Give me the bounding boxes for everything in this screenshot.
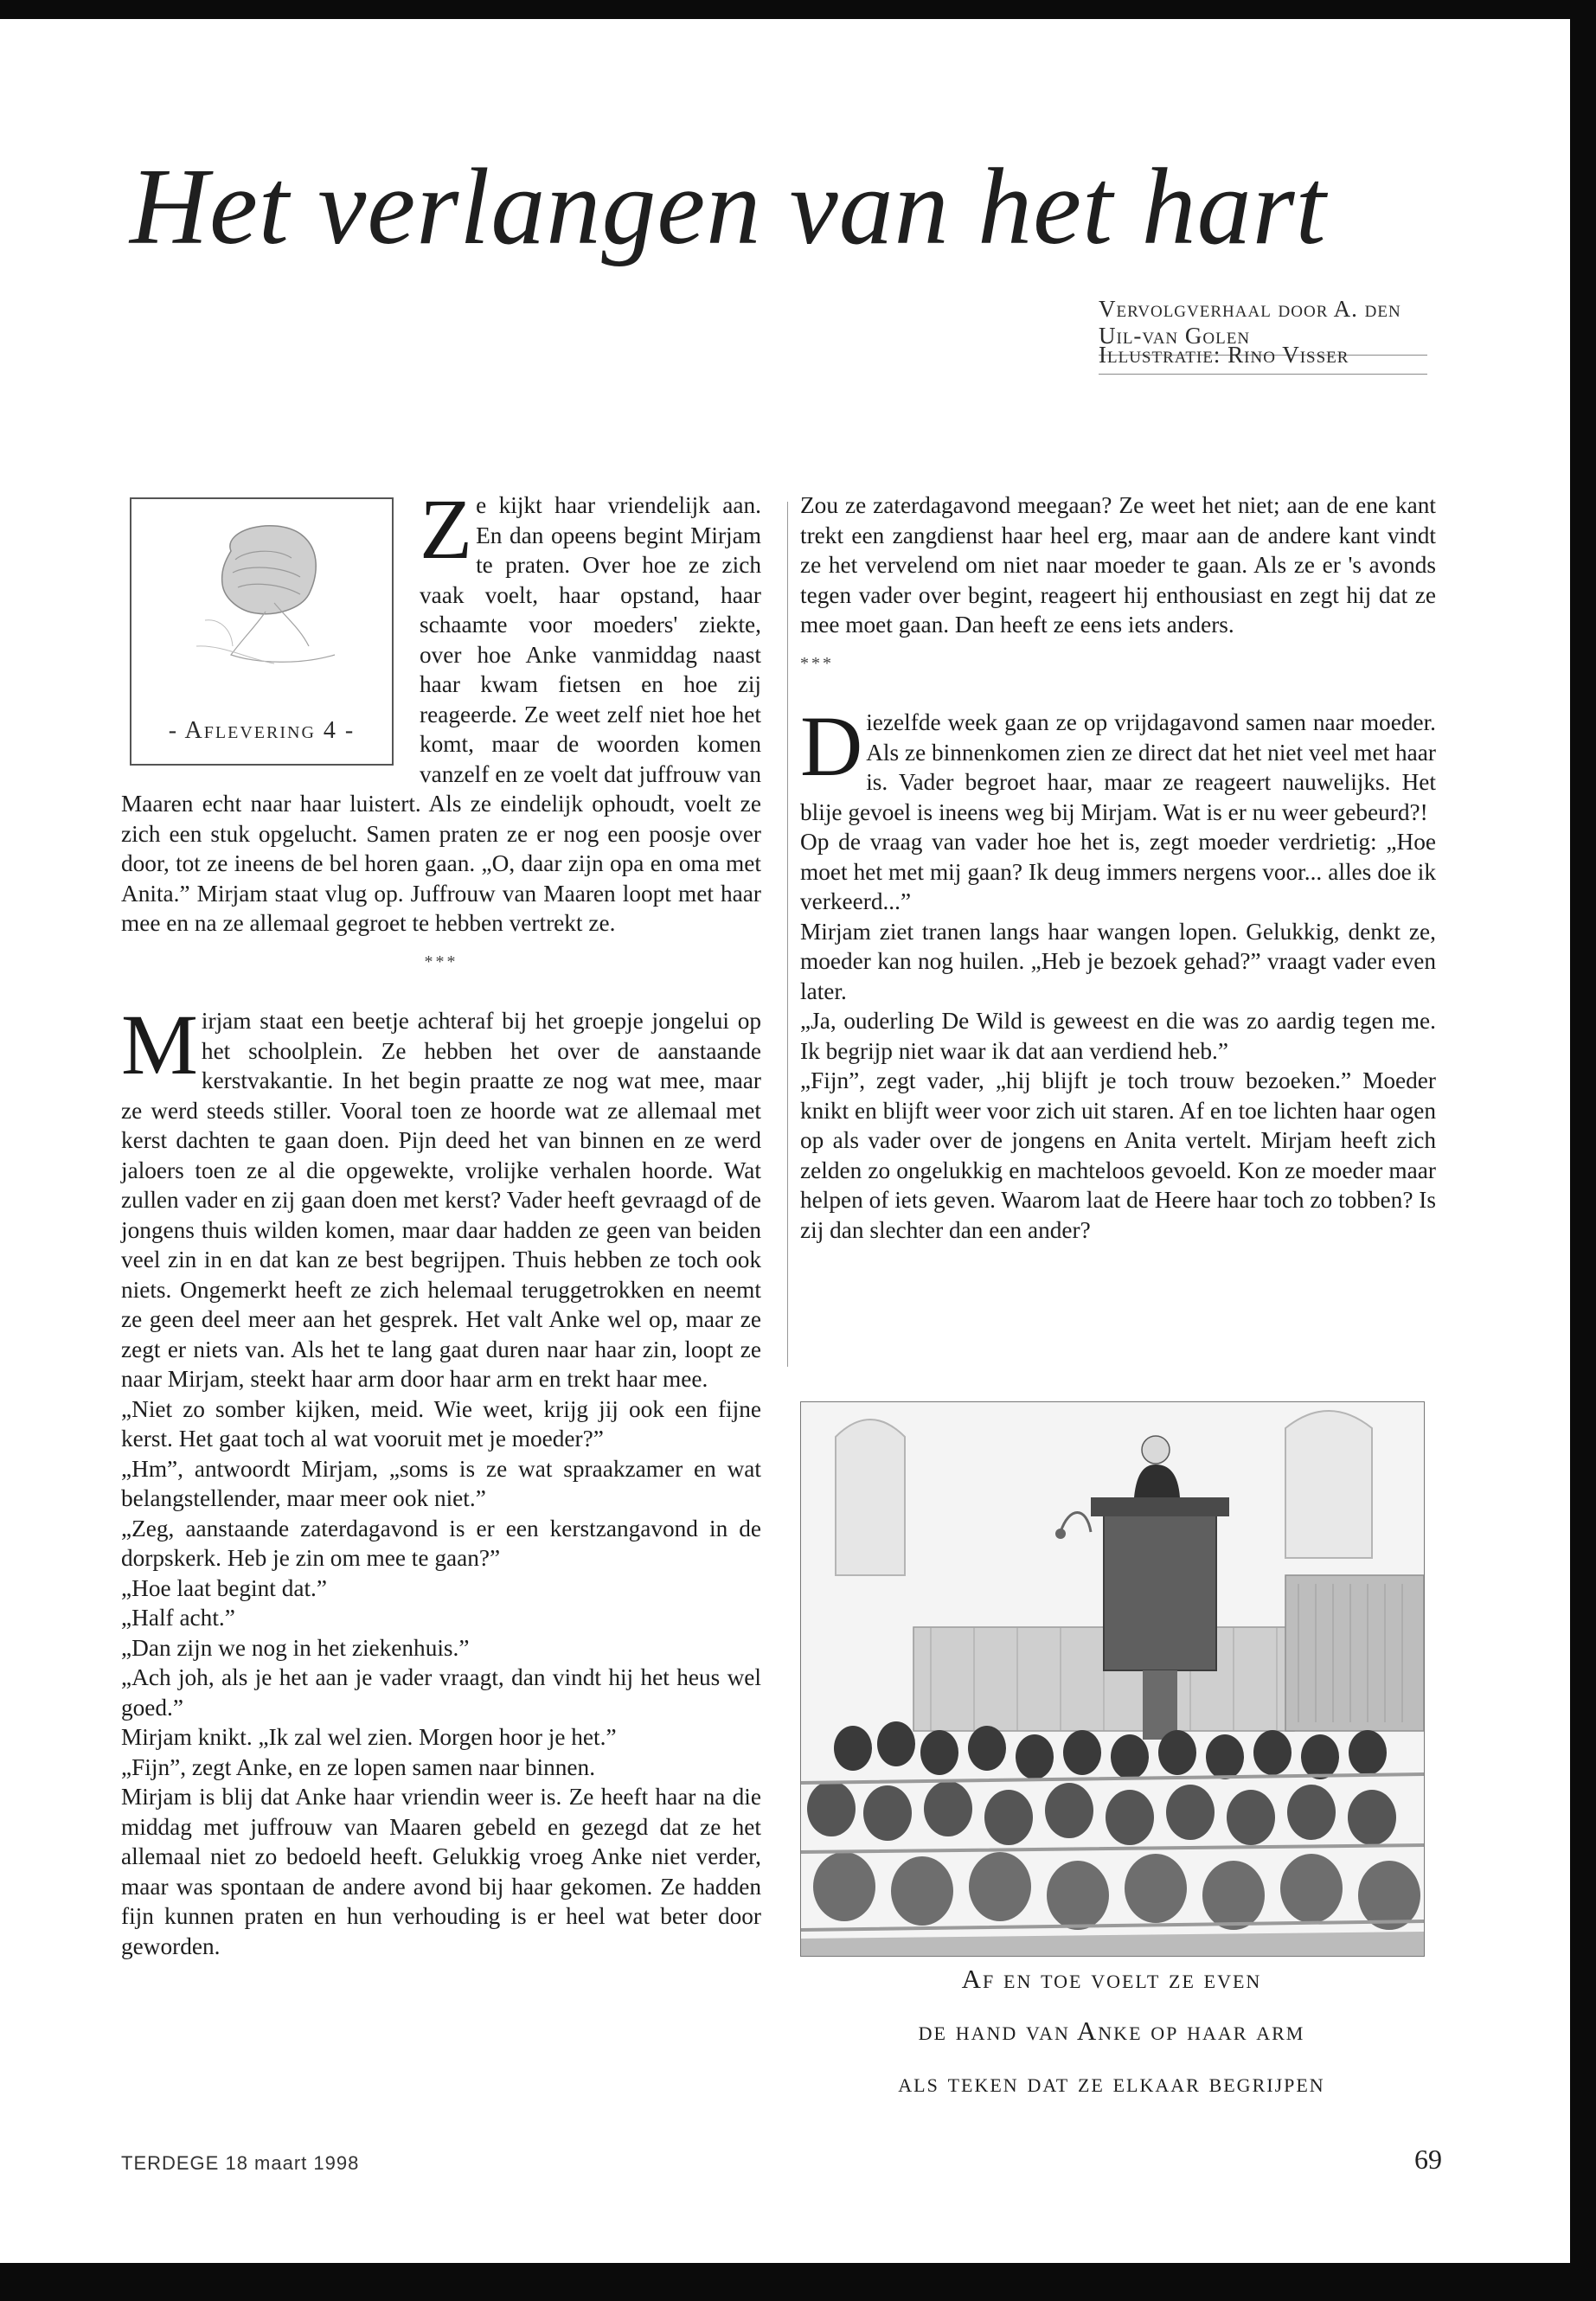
section3-dropcap: D xyxy=(800,698,863,794)
dialogue-line: „Niet zo somber kijken, meid. Wie weet, krijg jij ook een fijne kerst. Het gaat toch al wat vooruit met je moeder?” xyxy=(121,1395,761,1452)
church-congregation-illustration xyxy=(800,1401,1425,1957)
section2-text: irjam staat een beetje achteraf bij het groepje jongelui op het schoolplein. Ze hebben het over de aanstaande kerstvakantie. In het begin praatte ze nog wat mee, maar ze werd steeds stiller. Vooral toen ze hoorde wat ze allemaal met kerst dachten te gaan doen. Pijn deed het van binnen en ze werd jaloers toen ze al die opgewekte, vrolijke verhalen hoorde. Wat zullen vader en zij gaan doen met kerst? Vader heeft gevraagd of de jongens thuis wilden komen, maar daar hadden ze geen van beiden veel zin in en dat kan ze best begrijpen. Thuis hebben ze toch ook niets. Ongemerkt heeft ze zich helemaal teruggetrokken en neemt ze geen deel meer aan het gesprek. Het valt Anke wel op, maar ze zegt er niets van. Als het te lang gaat duren naar haar zin, loopt ze naar Mirjam, steekt haar arm door haar arm en trekt haar mee. xyxy=(121,1008,761,1392)
body-paragraph: Mirjam ziet tranen langs haar wangen lopen. Gelukkig, denkt ze, moeder kan nog huilen. „Heb je bezoek gehad?” vraagt vader even later. xyxy=(800,918,1436,1004)
footer-magazine-date: TERDEGE 18 maart 1998 xyxy=(121,2152,360,2174)
page-number: 69 xyxy=(1414,2144,1442,2175)
section-separator: *** xyxy=(800,653,834,673)
intro-text: e kijkt haar vriendelijk aan. En dan opeens begint Mirjam te praten. Over hoe ze zich vaak voelt, haar opstand, haar schaamte voor moeders' ziekte, over hoe Anke vanmiddag naast haar kwam fietsen en hoe zij reageerde. Ze weet zelf niet hoe het komt, maar de woorden komen vanzelf en ze voelt dat juffrouw van Maaren echt naar haar luistert. Als ze eindelijk ophoudt, voelt ze zich een stuk opgelucht. Samen praten ze er nog een poosje over door, tot ze ineens de bel horen gaan. „O, daar zijn opa en oma met Anita.” Mirjam staat vlug op. Juffrouw van Maaren loopt met haar mee en na ze allemaal gegroet te hebben vertrekt ze. xyxy=(121,492,761,936)
episode-box-spacer xyxy=(121,490,420,760)
byline-illustration: Illustratie: Rino Visser xyxy=(1099,342,1427,375)
section3-paragraph xyxy=(800,698,1436,827)
dialogue-line: „Hm”, antwoordt Mirjam, „soms is ze wat spraakzamer en wat belangstellender, maar meer ook niet.” xyxy=(121,1455,761,1511)
dialogue-line: „Fijn”, zegt Anke, en ze lopen samen naar binnen. xyxy=(121,1753,596,1780)
dialogue-line: „Dan zijn we nog in het ziekenhuis.” xyxy=(121,1634,470,1661)
dialogue-line: „Ach joh, als je het aan je vader vraagt, dan vindt hij het heus wel goed.” xyxy=(121,1664,761,1721)
scan-edge-top xyxy=(0,0,1596,19)
dialogue-line: „Hoe laat begint dat.” xyxy=(121,1574,327,1601)
left-column xyxy=(121,481,761,2108)
article-title: Het verlangen van het hart xyxy=(130,147,1327,267)
right-column xyxy=(800,490,1436,1381)
closing-paragraph: Mirjam is blij dat Anke haar vriendin weer is. Ze heeft haar na die middag met juffrouw van Maaren gebeld en gezegd dat ze het allemaal niet zo bedoeld heeft. Gelukkig vroeg Anke niet verder, maar was spontaan de andere avond bij haar gekomen. Ze hadden fijn kunnen praten en hun verhouding is er heel wat beter door geworden. xyxy=(121,1784,761,1959)
body-paragraph: „Fijn”, zegt vader, „hij blijft je toch trouw bezoeken.” Moeder knikt en blijft weer voor zich uit staren. Af en toe lichten haar ogen op als vader over de jongens en Anita vertelt. Mirjam heeft zich zelden zo ongelukkig en machteloos gevoeld. Kon ze moeder maar helpen of iets geven. Waarom laat de Heere haar toch zo tobben? Is zij dan slechter dan een ander? xyxy=(800,1067,1436,1243)
section-separator: *** xyxy=(424,952,458,971)
section2-paragraph xyxy=(121,997,761,1394)
caption-line: als teken dat ze elkaar begrijpen xyxy=(898,2067,1325,2098)
caption-line: Af en toe voelt ze even xyxy=(961,1964,1262,1994)
byline-author: Vervolgverhaal door A. den Uil-van Golen xyxy=(1099,296,1427,356)
intro-dropcap: Z xyxy=(420,481,473,577)
episode-label: - Aflevering 4 - xyxy=(168,717,356,744)
caption-line: de hand van Anke op haar arm xyxy=(918,2016,1305,2046)
body-paragraph: „Ja, ouderling De Wild is geweest en die was zo aardig tegen me. Ik begrijp niet waar ik dat aan verdiend heb.” xyxy=(800,1008,1436,1064)
section2-dropcap: M xyxy=(121,997,198,1093)
scan-edge-bottom xyxy=(0,2263,1596,2301)
dialogue-line: „Zeg, aanstaande zaterdagavond is er een kerstzangavond in de dorpskerk. Heb je zin om mee te gaan?” xyxy=(121,1515,761,1571)
dialogue-line: „Half acht.” xyxy=(121,1605,235,1631)
opening-paragraph: Zou ze zaterdagavond meegaan? Ze weet het niet; aan de ene kant trekt een zangdienst haar heel erg, maar aan de andere kant vindt ze het vervelend om niet naar moeder te gaan. Als ze er 's avonds tegen vader over begint, reageert hij enthousiast en zegt hij dat ze mee moet gaan. Dan heeft ze eens iets anders. xyxy=(800,492,1436,638)
dialogue-line: Mirjam knikt. „Ik zal wel zien. Morgen hoor je het.” xyxy=(121,1724,617,1750)
section3-text: iezelfde week gaan ze op vrijdagavond samen naar moeder. Als ze binnenkomen zien ze direct dat het niet veel met haar is. Vader begroet haar, maar ze reageert nauwelijks. Het blije gevoel is ineens weg bij Mirjam. Wat is er nu weer gebeurd?! xyxy=(800,709,1436,825)
scan-edge-right xyxy=(1570,0,1596,2301)
column-divider xyxy=(787,502,788,1367)
body-paragraph: Op de vraag van vader hoe het is, zegt moeder verdrietig: „Hoe moet het met mij gaan? Ik deug immers nergens voor... alles doe ik verkeerd...” xyxy=(800,829,1436,914)
